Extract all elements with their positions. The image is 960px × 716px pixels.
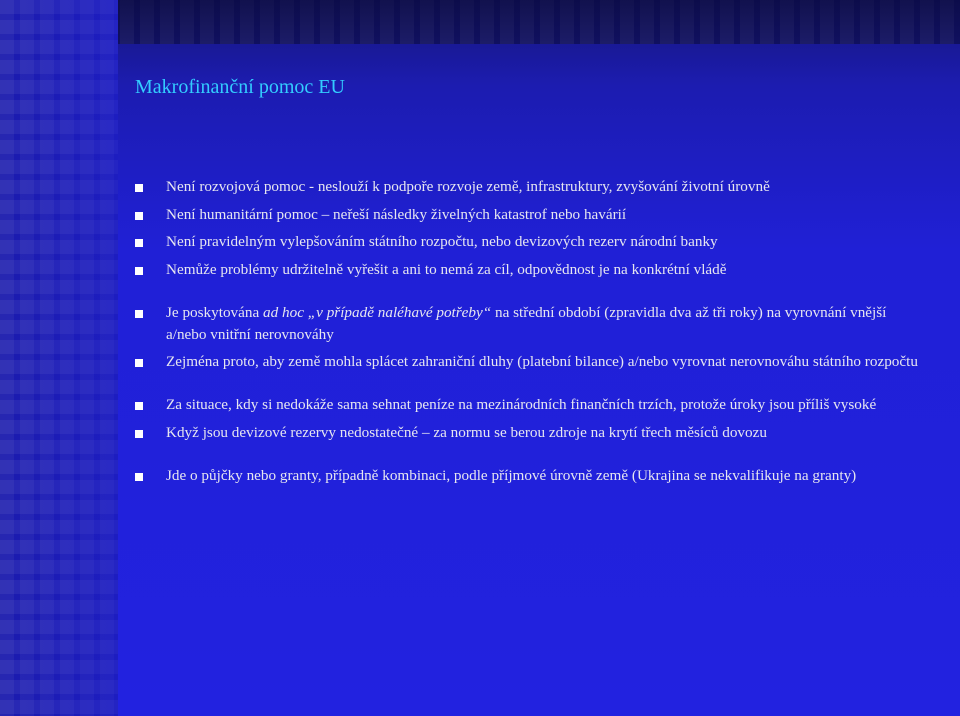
bullet-item (135, 259, 925, 281)
bullet-item (135, 351, 925, 373)
square-bullet-icon (135, 239, 143, 247)
top-decorative-band (0, 0, 960, 44)
bullet-text: Zejména proto, aby země mohla splácet zahraniční dluhy (platební bilance) a/nebo vyrovnat nerovnováhu státního rozpočtu (166, 353, 918, 370)
bullet-text-italic: ad hoc „v případě naléhavé potřeby“ (263, 303, 492, 321)
bullet-item (135, 231, 925, 253)
bullet-text: Není humanitární pomoc – neřeší následky živelných katastrof nebo havárií (166, 205, 627, 223)
square-bullet-icon (135, 212, 143, 220)
bullet-list (135, 176, 925, 492)
square-bullet-icon (135, 473, 143, 481)
bullet-text: Nemůže problémy udržitelně vyřešit a ani to nemá za cíl, odpovědnost je na konkrétní vládě (166, 260, 727, 278)
bullet-item (135, 176, 925, 198)
bullet-item (135, 394, 925, 416)
square-bullet-icon (135, 267, 143, 275)
bullet-item (135, 465, 925, 487)
bullet-item (135, 422, 925, 444)
bullet-item (135, 204, 925, 226)
bullet-item (135, 302, 925, 346)
bullet-text-part: na střední období (zpravidla dva až tři roky) na vyrovnání vnější a/nebo vnitřní nerovnováhy (166, 303, 887, 343)
left-decorative-mosaic (0, 0, 118, 716)
square-bullet-icon (135, 430, 143, 438)
bullet-text: Není pravidelným vylepšováním státního rozpočtu, nebo devizových rezerv národní banky (166, 233, 718, 250)
square-bullet-icon (135, 402, 143, 410)
slide-title: Makrofinanční pomoc EU (135, 76, 345, 98)
bullet-text (166, 304, 886, 343)
bullet-text-part: Je poskytována (166, 303, 264, 321)
square-bullet-icon (135, 310, 143, 318)
bullet-text: Jde o půjčky nebo granty, případně kombinaci, podle příjmové úrovně země (Ukrajina se nekvalifikuje na granty) (166, 466, 857, 484)
bullet-text: Když jsou devizové rezervy nedostatečné – za normu se berou zdroje na krytí třech měsíců dovozu (166, 423, 767, 441)
bullet-text: Není rozvojová pomoc - neslouží k podpoře rozvoje země, infrastruktury, zvyšování životní úrovně (166, 178, 770, 195)
square-bullet-icon (135, 359, 143, 367)
square-bullet-icon (135, 184, 143, 192)
bullet-text: Za situace, kdy si nedokáže sama sehnat peníze na mezinárodních finančních trzích, protože úroky jsou příliš vysoké (166, 396, 877, 413)
